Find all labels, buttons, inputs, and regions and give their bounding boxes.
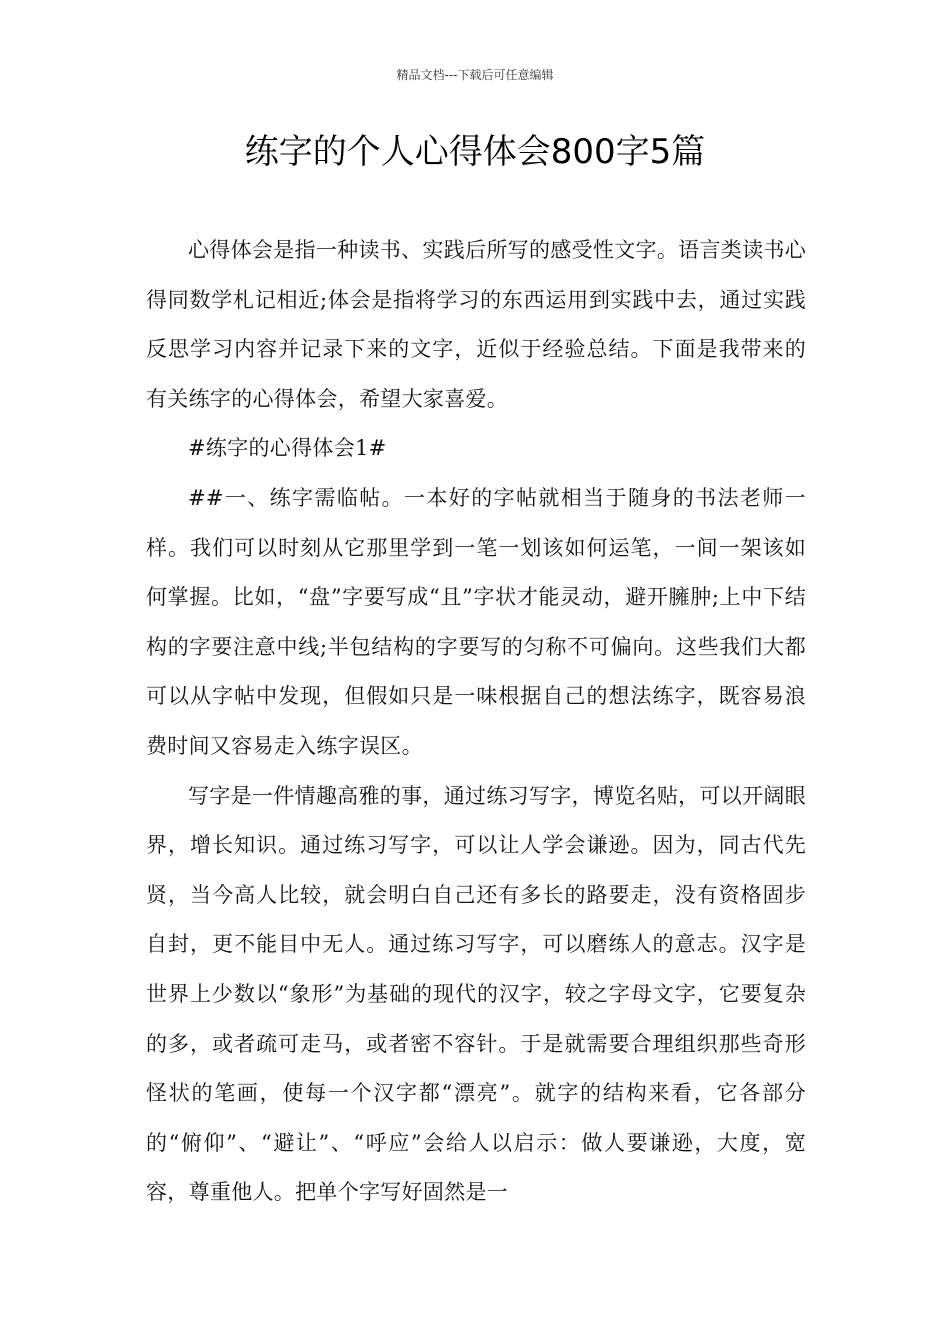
document-title: 练字的个人心得体会800字5篇 bbox=[244, 132, 706, 172]
paragraph-section-2: 写字是一件情趣高雅的事，通过练习写字，博览名贴，可以开阔眼界，增长知识。通过练习写字，可以让人学会谦逊。因为，同古代先贤，当今高人比较，就会明白自己还有多长的路要走，没有资格固步自封，更不能目中无人。通过练习写字，可以磨练人的意志。汉字是世界上少数以“象形”为基础的现代的汉字，较之字母文字，它要复杂的多，或者疏可走马，或者密不容针。于是就需要合理组织那些奇形怪状的笔画，使每一个汉字都“漂亮”。就字的结构来看，它各部分的“俯仰”、“避让”、“呼应”会给人以启示：做人要谦逊，大度，宽容，尊重他人。把单个字写好固然是一 bbox=[146, 783, 806, 1205]
header-note: 精品文档---下载后可任意编辑 bbox=[396, 68, 554, 82]
paragraph-intro: 心得体会是指一种读书、实践后所写的感受性文字。语言类读书心得同数学札记相近;体会是指将学习的东西运用到实践中去，通过实践反思学习内容并记录下来的文字，近似于经验总结。下面是我带来的有关练字的心得体会，希望大家喜爱。 bbox=[146, 238, 806, 411]
document-body bbox=[146, 226, 806, 1218]
paragraph-section-1: ##一、练字需临帖。一本好的字帖就相当于随身的书法老师一样。我们可以时刻从它那里学到一笔一划该如何运笔，一间一架该如何掌握。比如，“盘”字要写成“且”字状才能灵动，避开臃肿;上中下结构的字要注意中线;半包结构的字要写的匀称不可偏向。这些我们大都可以从字帖中发现，但假如只是一味根据自己的想法练字，既容易浪费时间又容易走入练字误区。 bbox=[146, 485, 806, 758]
section-heading-1: #练字的心得体会1# bbox=[188, 436, 387, 461]
